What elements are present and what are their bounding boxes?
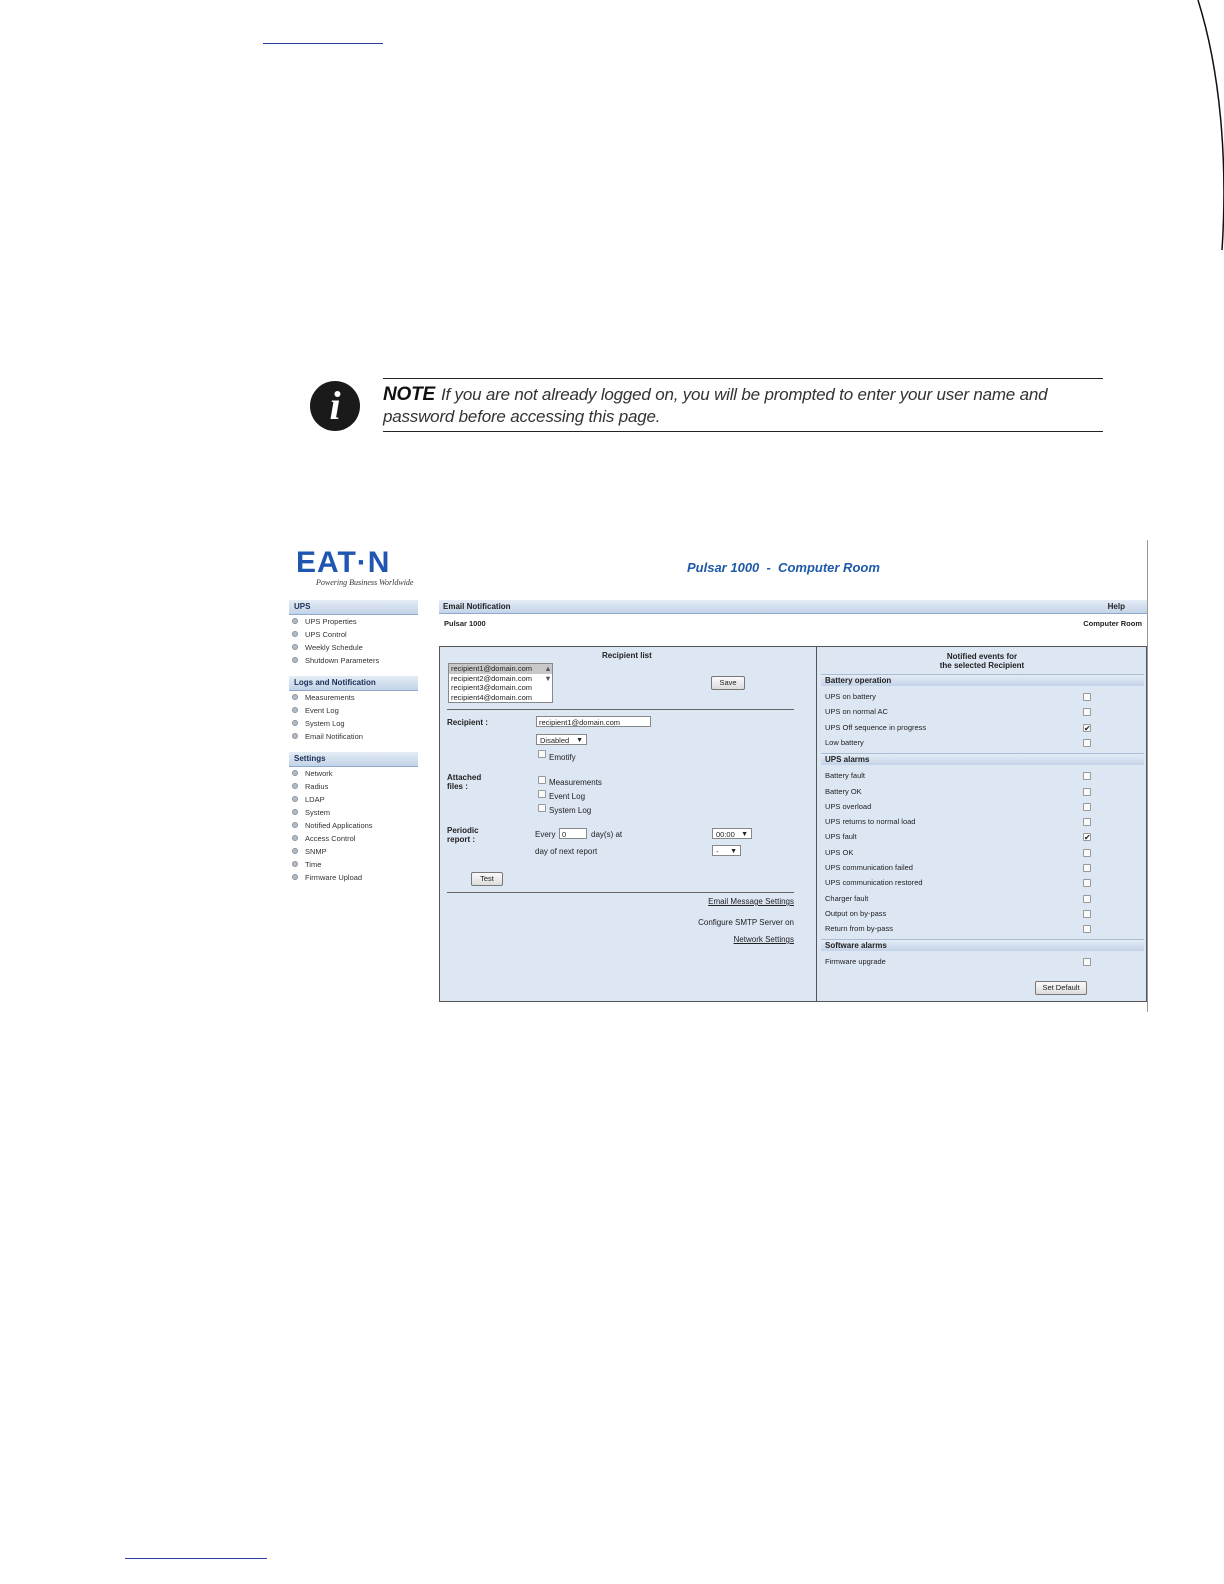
event-checkbox[interactable] (1083, 895, 1091, 903)
sidebar-item[interactable] (289, 717, 418, 730)
event-label: UPS returns to normal load (825, 817, 916, 827)
note-text (383, 384, 1103, 428)
event-checkbox[interactable] (1083, 879, 1091, 887)
sidebar-item-label: Shutdown Parameters (305, 656, 380, 665)
attached-files-label (447, 773, 481, 791)
sidebar-item-label: Access Control (305, 834, 356, 843)
bullet-icon (292, 835, 298, 841)
emotify-label: Emotify (549, 753, 576, 762)
save-button[interactable]: Save (711, 676, 745, 690)
days-at-label: day(s) at (591, 830, 623, 839)
event-checkbox[interactable] (1083, 958, 1091, 966)
bullet-icon (292, 644, 298, 650)
bullet-icon (292, 848, 298, 854)
events-title-line1: Notified events for (946, 652, 1018, 661)
recipient-email-input[interactable]: recipient1@domain.com (536, 716, 651, 727)
event-label: UPS on normal AC (825, 707, 888, 717)
recipient-option[interactable]: recipient1@domain.com (449, 664, 552, 674)
event-checkbox[interactable] (1083, 849, 1091, 857)
attach-measurements-checkbox[interactable] (538, 776, 546, 784)
event-checkbox[interactable] (1083, 864, 1091, 872)
sidebar-item-label: System (305, 808, 331, 817)
sidebar-item[interactable] (289, 806, 418, 819)
sidebar-item-label: Measurements (305, 693, 355, 702)
separator (447, 892, 794, 893)
event-checkbox[interactable] (1083, 708, 1091, 716)
bullet-icon (292, 822, 298, 828)
sidebar-group (289, 752, 418, 884)
attach-event-log-label: Event Log (549, 792, 586, 801)
event-label: UPS on battery (825, 692, 876, 701)
bullet-icon (292, 874, 298, 880)
event-label: Battery OK (825, 786, 862, 796)
event-checkbox[interactable] (1083, 739, 1091, 747)
network-settings-link[interactable]: Network Settings (733, 935, 794, 944)
sidebar-item[interactable] (289, 845, 418, 858)
info-icon: i (310, 381, 360, 431)
events-title-line2: the selected Recipient (939, 661, 1025, 670)
configure-smtp-text: Configure SMTP Server on (698, 918, 794, 927)
note-box (383, 378, 1103, 432)
sidebar-item-label: Network (305, 769, 333, 778)
every-label: Every (535, 830, 556, 839)
note-label: NOTE (383, 384, 435, 405)
email-message-settings-link[interactable]: Email Message Settings (708, 897, 794, 906)
events-group-header: Software alarms (821, 939, 1144, 951)
sidebar-item-label: Notified Applications (305, 821, 373, 830)
recipient-option[interactable]: recipient3@domain.com (451, 683, 532, 692)
next-report-select[interactable] (712, 845, 741, 856)
event-label: UPS communication restored (825, 878, 923, 888)
event-label: Battery fault (825, 771, 866, 781)
bullet-icon (292, 631, 298, 637)
sidebar-item-label: UPS Control (305, 630, 347, 639)
event-label: UPS communication failed (825, 863, 913, 872)
attach-system-log-label: System Log (549, 806, 592, 815)
bullet-icon (292, 861, 298, 867)
sidebar-item[interactable] (289, 819, 418, 832)
sidebar-item[interactable] (289, 654, 418, 667)
event-checkbox[interactable]: ✔ (1084, 833, 1091, 843)
content-area (439, 600, 1147, 992)
sidebar-item-label: LDAP (305, 795, 325, 804)
event-label: UPS Off sequence in progress (825, 722, 927, 732)
recipient-list-title: Recipient list (602, 651, 652, 660)
bullet-icon (292, 720, 298, 726)
sidebar-item[interactable] (289, 628, 418, 641)
event-checkbox[interactable] (1083, 772, 1091, 780)
chevron-down-icon: ▼ (741, 831, 748, 838)
event-checkbox[interactable] (1083, 803, 1091, 811)
sidebar-item[interactable] (289, 767, 418, 780)
bullet-icon (292, 733, 298, 739)
sidebar-item-label: Email Notification (305, 732, 363, 741)
time-select[interactable] (712, 828, 752, 839)
sidebar-item[interactable] (289, 704, 418, 717)
event-label: Return from by-pass (825, 924, 893, 934)
bullet-icon (292, 694, 298, 700)
device-name: Pulsar 1000 (444, 619, 486, 628)
separator (447, 709, 794, 710)
recipient-option[interactable]: recipient4@domain.com (451, 692, 532, 702)
sidebar (289, 600, 418, 893)
recipient-label: Recipient : (447, 718, 488, 727)
status-select[interactable] (536, 734, 587, 745)
sidebar-item-label: Weekly Schedule (305, 643, 363, 652)
sidebar-item[interactable] (289, 780, 418, 793)
event-label: UPS overload (825, 801, 872, 811)
page-title: Pulsar 1000 - Computer Room (687, 560, 880, 575)
page-edge-curve (1080, 0, 1224, 250)
event-checkbox[interactable]: ✔ (1084, 723, 1091, 733)
every-days-input[interactable]: 0 (559, 828, 587, 839)
sidebar-item[interactable] (289, 691, 418, 704)
sidebar-group (289, 676, 418, 743)
event-checkbox[interactable] (1083, 925, 1091, 933)
bullet-icon (292, 783, 298, 789)
event-checkbox[interactable] (1083, 693, 1091, 701)
emotify-checkbox[interactable] (538, 750, 546, 758)
email-panel (439, 646, 1147, 1002)
periodic-report-label-line2: report : (447, 835, 475, 844)
events-group-header: UPS alarms (821, 753, 1144, 765)
events-pane (818, 647, 1146, 1001)
recipient-pane (440, 647, 817, 1001)
help-link[interactable]: Help (1107, 602, 1125, 611)
periodic-report-label-line1: Periodic (447, 826, 479, 835)
periodic-report-label (447, 826, 479, 844)
event-label: UPS fault (825, 832, 857, 842)
sidebar-item-label: Firmware Upload (305, 873, 363, 882)
listbox-scrollbar[interactable]: ▲ ▼ (544, 664, 552, 683)
device-info (439, 614, 1147, 640)
sidebar-group-title: Settings (289, 752, 418, 767)
attach-event-log-checkbox[interactable] (538, 790, 546, 798)
events-group-header: Battery operation (821, 674, 1144, 686)
event-checkbox[interactable] (1083, 788, 1091, 796)
attach-system-log-checkbox[interactable] (538, 804, 546, 812)
event-label: Output on by-pass (825, 908, 887, 918)
event-checkbox[interactable] (1083, 818, 1091, 826)
frame-edge (1147, 540, 1148, 1012)
attach-measurements-label: Measurements (549, 778, 602, 787)
events-title (818, 652, 1146, 670)
sidebar-item[interactable] (289, 793, 418, 806)
sidebar-item-label: SNMP (305, 847, 327, 856)
bullet-icon (292, 809, 298, 815)
sidebar-group-title: Logs and Notification (289, 676, 418, 691)
event-checkbox[interactable] (1083, 910, 1091, 918)
sidebar-item[interactable] (289, 871, 418, 884)
event-label: UPS OK (825, 847, 854, 857)
sidebar-item-label: Radius (305, 782, 329, 791)
chevron-down-icon: ▼ (576, 737, 583, 744)
sidebar-item[interactable] (289, 832, 418, 845)
sidebar-item[interactable] (289, 615, 418, 628)
status-select-value: Disabled (540, 736, 570, 745)
device-location: Computer Room (1083, 619, 1142, 628)
set-default-button[interactable]: Set Default (1035, 981, 1087, 995)
recipient-listbox[interactable] (448, 663, 553, 703)
recipient-option[interactable]: recipient2@domain.com (451, 673, 532, 683)
eaton-logo (296, 548, 416, 598)
bullet-icon (292, 657, 298, 663)
event-label: Low battery (825, 737, 864, 747)
top-link-underline (263, 43, 383, 44)
sidebar-item[interactable] (289, 858, 418, 871)
event-label: Charger fault (825, 893, 869, 903)
sidebar-item-label: Time (305, 860, 322, 869)
test-button[interactable]: Test (471, 872, 503, 886)
sidebar-item[interactable] (289, 641, 418, 654)
next-report-select-value: - (716, 847, 719, 856)
sidebar-group-title: UPS (289, 600, 418, 615)
next-report-label: day of next report (535, 847, 598, 856)
note-body: If you are not already logged on, you will be prompted to enter your user name and password before accessing this page. (383, 385, 1048, 426)
bullet-icon (292, 707, 298, 713)
sidebar-item-label: System Log (305, 719, 345, 728)
time-select-value: 00:00 (716, 830, 735, 839)
bullet-icon (292, 770, 298, 776)
bullet-icon (292, 618, 298, 624)
chevron-down-icon: ▼ (730, 848, 737, 855)
sidebar-item[interactable] (289, 730, 418, 743)
logo-word: EAT·N (296, 546, 391, 579)
sidebar-item-label: UPS Properties (305, 617, 357, 626)
event-label: Firmware upgrade (825, 956, 886, 966)
content-header (439, 600, 1147, 614)
attached-files-label-line1: Attached (447, 773, 482, 782)
content-header-title: Email Notification (443, 602, 511, 611)
sidebar-item-label: Event Log (305, 706, 339, 715)
sidebar-group (289, 600, 418, 667)
ups-web-interface (287, 540, 1149, 1012)
attached-files-label-line2: files : (447, 782, 468, 791)
bottom-link-underline (125, 1558, 267, 1559)
bullet-icon (292, 796, 298, 802)
logo-tagline: Powering Business Worldwide (316, 578, 414, 587)
